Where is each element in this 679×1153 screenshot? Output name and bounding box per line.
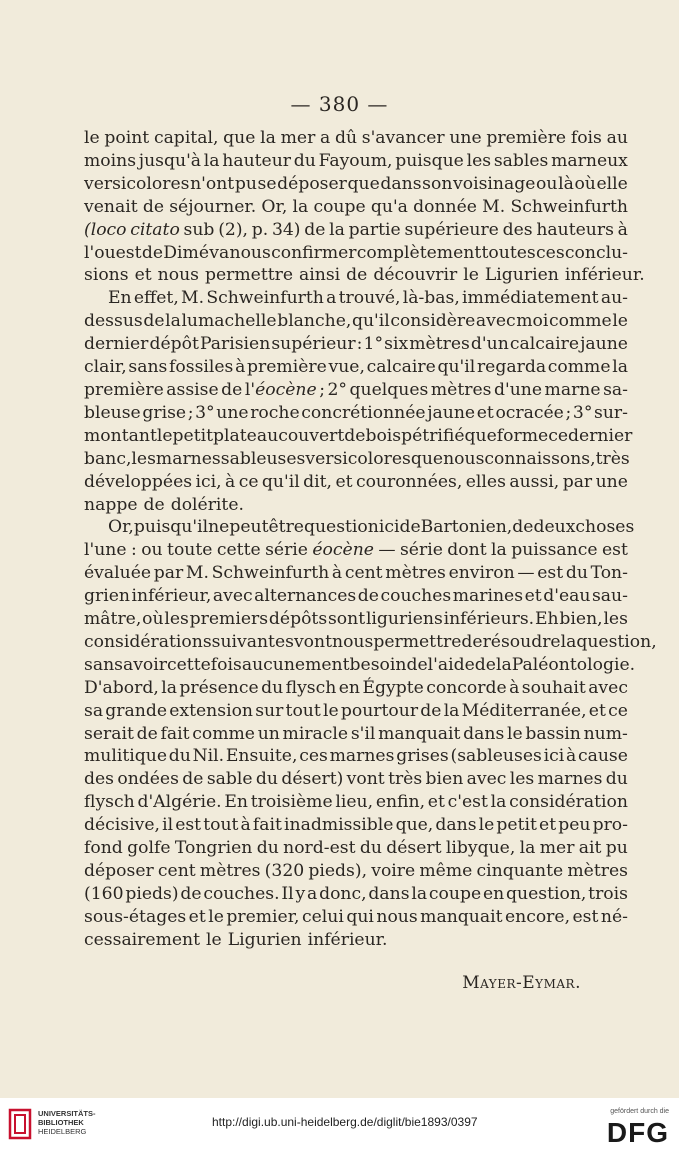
text-line: D'abord, la présence du flysch en Égypte concorde à souhait avec: [84, 677, 628, 698]
text-line: serait de fait comme un miracle s'il manquait dans le bassin num-: [84, 723, 628, 744]
text-line: sans avoir cette fois aucunement besoin de l'aide de la Paléontologie.: [84, 654, 636, 675]
text-line: mâtre, où les premiers dépôts sont liguriens inférieurs. Eh bien, les: [84, 609, 628, 630]
library-logo-icon: [8, 1108, 32, 1140]
text-line: nappe de dolérite.: [84, 494, 244, 515]
text-line: le point capital, que la mer a dû s'avancer une première fois au: [84, 128, 628, 148]
text-line: venait de séjourner. Or, la coupe qu'a donnée M. Schweinfurth: [84, 196, 628, 217]
text-line: évaluée par M. Schweinfurth à cent mètres environ — est du Ton-: [84, 563, 628, 584]
author-signature: Mayer-Eymar.: [462, 973, 581, 993]
text-line: l'une : ou toute cette série éocène — série dont la puissance est: [84, 540, 628, 561]
text-line: moins jusqu'à la hauteur du Fayoum, puisque les sables marneux: [84, 150, 628, 171]
text-line: des ondées de sable du désert) vont très bien avec les marnes du: [84, 769, 628, 790]
text-line: flysch d'Algérie. En troisième lieu, enfin, et c'est la considération: [84, 792, 628, 813]
text-line: banc, les marnes sableuses versicolores que nous connaissons, très: [84, 448, 630, 469]
text-line: (loco citato sub (2), p. 34) de la partie supérieure des hauteurs à: [84, 219, 628, 240]
text-line: première assise de l'éocène ; 2° quelques mètres d'une marne sa-: [84, 379, 628, 400]
text-line: En effet, M. Schweinfurth a trouvé, là-bas, immédiatement au-: [108, 288, 628, 309]
page-number: — 380 —: [290, 92, 389, 116]
text-line: considérations suivantes vont nous permettre de résoudre la question,: [84, 631, 657, 652]
funding-note: gefördert durch die: [610, 1108, 669, 1115]
digital-library-link[interactable]: http://digi.ub.uni-heidelberg.de/diglit/bie1893/0397: [212, 1115, 478, 1129]
text-line: bleuse grise ; 3° une roche concrétionnée jaune et ocracée ; 3° sur-: [84, 402, 628, 423]
text-line: Or, puisqu'il ne peut être question ici de Bartonien, de deux choses: [108, 517, 635, 538]
text-line: déposer cent mètres (320 pieds), voire même cinquante mètres: [84, 861, 628, 881]
text-line: clair, sans fossiles à première vue, calcaire qu'il regarda comme la: [84, 357, 628, 378]
text-line: montant le petit plateau couvert de bois pétrifié que forme ce dernier: [84, 425, 633, 446]
text-line: sous-étages et le premier, celui qui nous manquait encore, est né-: [84, 906, 628, 927]
text-line: grien inférieur, avec alternances de couches marines et d'eau sau-: [84, 586, 628, 607]
text-line: fond golfe Tongrien du nord-est du désert libyque, la mer ait pu: [84, 838, 628, 859]
footer-bar: [0, 1098, 679, 1153]
text-line: versicolores n'ont pu se déposer que dans son voisinage ou là où elle: [84, 173, 628, 194]
text-line: sions et nous permettre ainsi de découvrir le Ligurien inférieur.: [84, 265, 645, 286]
text-line: dernier dépôt Parisien supérieur : 1° six mètres d'un calcaire jaune: [84, 334, 628, 355]
text-line: mulitique du Nil. Ensuite, ces marnes grises (sableuses ici à cause: [84, 746, 628, 767]
library-name: UNIVERSITÄTS- BIBLIOTHEK HEIDELBERG: [38, 1109, 96, 1136]
text-line: l'ouest de Dimé va nous confirmer complètement toutes ces conclu-: [84, 242, 628, 263]
text-line: développées ici, à ce qu'il dit, et couronnées, elles aussi, par une: [84, 471, 628, 492]
text-line: cessairement le Ligurien inférieur.: [84, 929, 388, 950]
text-line: sa grande extension sur tout le pourtour de la Méditerranée, et ce: [84, 700, 628, 721]
text-line: dessus de la lumachelle blanche, qu'il considère avec moi comme le: [84, 311, 628, 332]
dfg-logo: DFG: [606, 1117, 669, 1148]
text-line: (160 pieds) de couches. Il y a donc, dans la coupe en question, trois: [84, 883, 628, 904]
body-text: [84, 127, 657, 952]
text-line: décisive, il est tout à fait inadmissible que, dans le petit et peu pro-: [84, 815, 628, 836]
